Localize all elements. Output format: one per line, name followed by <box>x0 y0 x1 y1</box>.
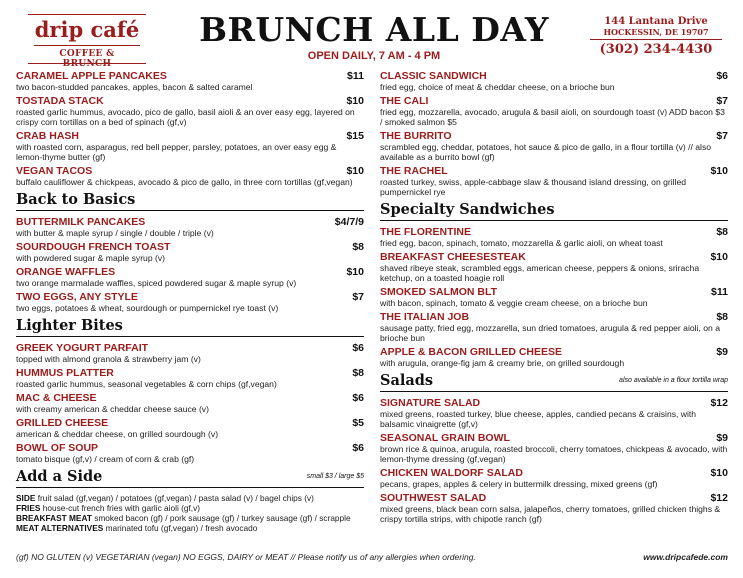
side-title: Add a Side <box>16 468 103 485</box>
menu-item-price: $7 <box>352 291 364 303</box>
menu-item <box>16 130 364 162</box>
menu-item-header <box>380 492 728 504</box>
menu-item-header <box>16 241 364 253</box>
side-label: FRIES <box>16 503 41 513</box>
website-link[interactable]: www.dripcafede.com <box>643 552 728 562</box>
menu-item-header <box>16 130 364 142</box>
side-line <box>16 513 364 523</box>
menu-item-name: TWO EGGS, ANY STYLE <box>16 291 138 303</box>
menu-item-header <box>380 397 728 409</box>
hours: OPEN DAILY, 7 AM - 4 PM <box>307 50 441 62</box>
menu-item-header <box>380 467 728 479</box>
address-block <box>590 16 722 57</box>
menu-item <box>16 291 364 313</box>
side-text: marinated tofu (gf,vegan) / fresh avocado <box>105 523 258 533</box>
menu-item-name: GREEK YOGURT PARFAIT <box>16 342 149 354</box>
side-price-note: small $3 / large $5 <box>306 473 364 480</box>
menu-item-description: pecans, grapes, apples & celery in buttermilk dressing, mixed greens (gf) <box>380 479 658 489</box>
menu-item-name: CLASSIC SANDWICH <box>380 70 487 82</box>
menu-title: BRUNCH ALL DAY <box>199 10 549 49</box>
menu-item-header <box>380 226 728 238</box>
menu-item-description: buffalo cauliflower & chickpeas, avocado & pico de gallo, in three corn tortillas (gf,vegan) <box>16 177 353 187</box>
menu-item-name: THE BURRITO <box>380 130 452 142</box>
section-lighter-bites: Lighter Bites <box>16 317 364 337</box>
lighter-list <box>16 342 364 464</box>
sides-list <box>16 493 364 533</box>
menu-item-description: topped with almond granola & strawberry jam (v) <box>16 354 201 364</box>
menu-item <box>380 467 728 489</box>
menu-item-name: TOSTADA STACK <box>16 95 104 107</box>
menu-item-price: $8 <box>352 241 364 253</box>
menu-item-description: sausage patty, fried egg, mozzarella, sun dried tomatoes, arugula & red pepper aioli, on a brioche bun <box>380 323 720 343</box>
menu-item-name: VEGAN TACOS <box>16 165 93 177</box>
menu-item-description: fried egg, bacon, spinach, tomato, mozzarella & garlic aioli, on wheat toast <box>380 238 663 248</box>
basics-list <box>16 216 364 313</box>
dietary-legend: (gf) NO GLUTEN (v) VEGETARIAN (vegan) NO EGGS, DAIRY or MEAT // Please notify us of any allergies when ordering. <box>16 552 476 562</box>
section-back-to-basics: Back to Basics <box>16 191 364 211</box>
side-label: BREAKFAST MEAT <box>16 513 92 523</box>
menu-item-name: CRAB HASH <box>16 130 79 142</box>
menu-item-name: BOWL OF SOUP <box>16 442 99 454</box>
menu-item <box>380 311 728 343</box>
menu-item-header <box>380 165 728 177</box>
menu-item-header <box>16 342 364 354</box>
logo-name: drip café <box>34 17 140 42</box>
menu-item-name: APPLE & BACON GRILLED CHEESE <box>380 346 563 358</box>
menu-item-header <box>380 432 728 444</box>
menu-item-price: $10 <box>346 266 364 278</box>
menu-item-header <box>16 367 364 379</box>
menu-item-price: $11 <box>347 70 364 82</box>
menu-item-description: roasted garlic hummus, seasonal vegetables & corn chips (gf,vegan) <box>16 379 277 389</box>
menu-item-price: $7 <box>716 130 728 142</box>
menu-item-description: with bacon, spinach, tomato & veggie cream cheese, on a brioche bun <box>380 298 648 308</box>
section-add-a-side <box>16 468 364 488</box>
menu-item-description: two bacon-studded pancakes, apples, bacon & salted caramel <box>16 82 253 92</box>
menu-item-header <box>380 70 728 82</box>
menu-item-header <box>16 216 364 228</box>
menu-item-name: GRILLED CHEESE <box>16 417 109 429</box>
menu-item-header <box>380 346 728 358</box>
menu-item-description: fried egg, mozzarella, avocado, arugula & basil aioli, on sourdough toast (v) ADD bacon $3 / smoked salmon $5 <box>380 107 725 127</box>
menu-item <box>380 165 728 197</box>
menu-item-description: tomato bisque (gf,v) / cream of corn & crab (gf) <box>16 454 195 464</box>
menu-item-header <box>16 165 364 177</box>
menu-item-name: SIGNATURE SALAD <box>380 397 481 409</box>
address-street: 144 Lantana Drive <box>604 16 708 27</box>
menu-item <box>380 95 728 127</box>
menu-item-name: THE ITALIAN JOB <box>380 311 470 323</box>
menu-item-name: THE FLORENTINE <box>380 226 471 238</box>
menu-item-price: $10 <box>710 467 728 479</box>
menu-item-description: with butter & maple syrup / single / double / triple (v) <box>16 228 214 238</box>
menu-item-name: SMOKED SALMON BLT <box>380 286 498 298</box>
menu-item <box>380 346 728 368</box>
menu-item-name: SEASONAL GRAIN BOWL <box>380 432 510 444</box>
menu-item-header <box>16 442 364 454</box>
menu-item-name: THE CALI <box>380 95 429 107</box>
menu-item-name: CHICKEN WALDORF SALAD <box>380 467 523 479</box>
menu-item-name: BUTTERMILK PANCAKES <box>16 216 146 228</box>
menu-item-description: two eggs, potatoes & wheat, sourdough or pumpernickel rye toast (v) <box>16 303 279 313</box>
menu-item-description: american & cheddar cheese, on grilled sourdough (v) <box>16 429 219 439</box>
menu-item-price: $15 <box>346 130 364 142</box>
menu-item <box>16 367 364 389</box>
logo <box>28 14 146 69</box>
side-text: house-cut french fries with garlic aioli (gf,v) <box>42 503 200 513</box>
menu-item-price: $8 <box>716 226 728 238</box>
menu-item-name: MAC & CHEESE <box>16 392 97 404</box>
salads-list <box>380 397 728 524</box>
right-column <box>380 70 728 527</box>
menu-item <box>16 70 364 92</box>
menu-item-description: two orange marmalade waffles, spiced powdered sugar & maple syrup (v) <box>16 278 297 288</box>
menu-item-price: $4/7/9 <box>334 216 364 228</box>
menu-item-description: roasted turkey, swiss, apple-cabbage slaw & thousand island dressing, on grilled pumpernickel rye <box>380 177 687 197</box>
menu-item-price: $5 <box>352 417 364 429</box>
menu-item <box>380 251 728 283</box>
menu-item-price: $6 <box>716 70 728 82</box>
menu-item-description: with arugula, orange-fig jam & creamy brie, on grilled sourdough <box>380 358 625 368</box>
phone-number: (302) 234-4430 <box>590 39 722 57</box>
brunch-list <box>16 70 364 187</box>
menu-item <box>380 70 728 92</box>
menu-item-description: with creamy american & cheddar cheese sauce (v) <box>16 404 209 414</box>
side-line <box>16 493 364 503</box>
menu-item-name: SOUTHWEST SALAD <box>380 492 487 504</box>
menu-item-header <box>380 286 728 298</box>
salads-wrap-note: also available in a flour tortilla wrap <box>619 377 728 384</box>
side-line <box>16 523 364 533</box>
menu-item-price: $10 <box>346 95 364 107</box>
menu-item-description: with powdered sugar & maple syrup (v) <box>16 253 166 263</box>
menu-item-name: ORANGE WAFFLES <box>16 266 116 278</box>
menu-item <box>16 342 364 364</box>
menu-item-description: mixed greens, roasted turkey, blue cheese, apples, candied pecans & craisins, with balsamic vinaigrette (gf,v) <box>380 409 697 429</box>
menu-item-header <box>16 95 364 107</box>
menu-item-header <box>16 392 364 404</box>
menu-item <box>16 216 364 238</box>
menu-item-price: $9 <box>716 346 728 358</box>
menu-item <box>16 95 364 127</box>
menu-item <box>380 130 728 162</box>
menu-item-description: shaved ribeye steak, scrambled eggs, american cheese, peppers & onions, sriracha ketchup, on a toasted hoagie roll <box>380 263 700 283</box>
menu-item-header <box>380 311 728 323</box>
menu-item <box>380 397 728 429</box>
menu-item <box>380 432 728 464</box>
menu-item-description: with roasted corn, asparagus, red bell pepper, parsley, potatoes, an over easy egg & lemon-thyme butter (gf) <box>16 142 337 162</box>
menu-item-header <box>16 266 364 278</box>
menu-item-header <box>380 251 728 263</box>
logo-subtitle: COFFEE & BRUNCH <box>34 45 140 69</box>
menu-item-header <box>16 291 364 303</box>
address-city: HOCKESSIN, DE 19707 <box>603 27 709 37</box>
menu-item <box>16 417 364 439</box>
left-column <box>16 70 364 533</box>
menu-item-price: $10 <box>710 165 728 177</box>
menu-item-description: fried egg, choice of meat & cheddar cheese, on a brioche bun <box>380 82 615 92</box>
menu-item-header <box>380 130 728 142</box>
menu-item-name: HUMMUS PLATTER <box>16 367 114 379</box>
menu-item <box>16 266 364 288</box>
menu-item <box>380 226 728 248</box>
menu-item-price: $7 <box>716 95 728 107</box>
menu-item-price: $6 <box>352 342 364 354</box>
menu-item-price: $11 <box>711 286 728 298</box>
classic-sandwiches-list <box>380 70 728 197</box>
menu-item <box>16 442 364 464</box>
footer <box>16 552 728 562</box>
menu-item-description: brown rice & quinoa, arugula, roasted broccoli, cherry tomatoes, chickpeas & avocado, with lemon-thyme dressing (gf,vegan) <box>380 444 728 464</box>
menu-item-name: CARAMEL APPLE PANCAKES <box>16 70 167 82</box>
menu-item <box>16 241 364 263</box>
menu-item-price: $9 <box>716 432 728 444</box>
menu-item-header <box>16 417 364 429</box>
menu-item-name: THE RACHEL <box>380 165 448 177</box>
menu-item-price: $10 <box>346 165 364 177</box>
menu-item-price: $8 <box>716 311 728 323</box>
section-specialty-sandwiches: Specialty Sandwiches <box>380 201 728 221</box>
menu-item-price: $12 <box>710 397 728 409</box>
side-label: SIDE <box>16 493 36 503</box>
menu-item <box>16 165 364 187</box>
menu-item-description: scrambled egg, cheddar, potatoes, hot sauce & pico de gallo, in a flour tortilla (v) // also available as a burrito bowl (gf) <box>380 142 712 162</box>
menu-item-price: $8 <box>352 367 364 379</box>
menu-item-price: $12 <box>710 492 728 504</box>
salads-title: Salads <box>380 372 434 389</box>
menu-item-price: $6 <box>352 442 364 454</box>
side-text: smoked bacon (gf) / pork sausage (gf) / turkey sausage (gf) / scrapple <box>94 513 351 523</box>
menu-item-header <box>16 70 364 82</box>
side-line <box>16 503 364 513</box>
menu-item-price: $10 <box>710 251 728 263</box>
menu-item-price: $6 <box>352 392 364 404</box>
menu-item-description: mixed greens, black bean corn salsa, jalapeños, cherry tomatoes, grilled chicken thighs & crispy tortilla strips, with chipotle ranch (gf) <box>380 504 721 524</box>
menu-item-name: SOURDOUGH FRENCH TOAST <box>16 241 171 253</box>
side-label: MEAT ALTERNATIVES <box>16 523 104 533</box>
menu-item <box>16 392 364 414</box>
menu-item-name: BREAKFAST CHEESESTEAK <box>380 251 526 263</box>
side-text: fruit salad (gf,vegan) / potatoes (gf,vegan) / pasta salad (v) / bagel chips (v) <box>37 493 314 503</box>
menu-item <box>380 286 728 308</box>
menu-item-header <box>380 95 728 107</box>
specialty-list <box>380 226 728 368</box>
section-salads <box>380 372 728 392</box>
menu-item <box>380 492 728 524</box>
menu-item-description: roasted garlic hummus, avocado, pico de gallo, basil aioli & an over easy egg, layered on crispy corn tortillas on a bed of spinach (gf,v) <box>16 107 355 127</box>
